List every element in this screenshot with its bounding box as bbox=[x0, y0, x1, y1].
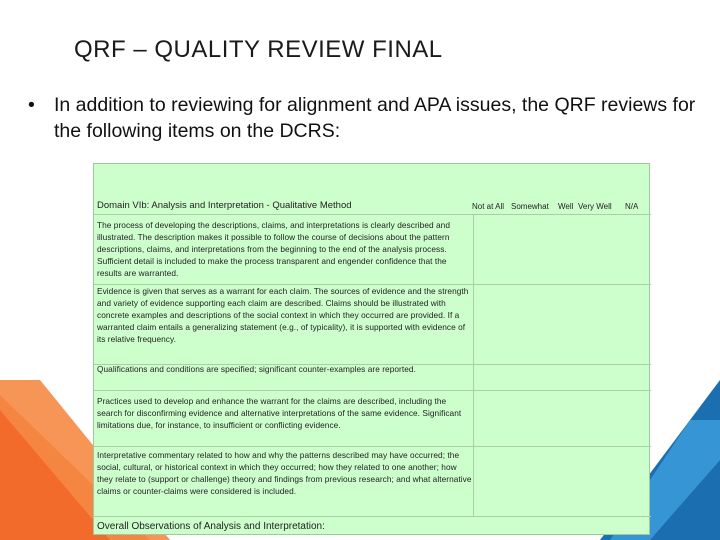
rating-header-not-at-all: Not at All bbox=[472, 202, 505, 211]
row-divider bbox=[94, 214, 651, 215]
dcrs-rating-table bbox=[93, 163, 650, 535]
rating-header-na: N/A bbox=[625, 202, 639, 211]
page-title: QRF – QUALITY REVIEW FINAL bbox=[74, 36, 443, 63]
rating-header-well: Well bbox=[558, 202, 574, 211]
criterion-row: The process of developing the descriptions, claims, and interpretations is clearly described and illustrated. The description makes it possible to follow the course of decisions about the pattern descriptions, claims, and interpretations from the beginning to the end of the analysis process. Sufficient detail is included to make the process transparent and engender confidence that the results are warranted. bbox=[97, 220, 450, 279]
bullet-symbol: • bbox=[28, 94, 35, 116]
bullet-text: In addition to reviewing for alignment and APA issues, the QRF reviews for the following items on the DCRS: bbox=[54, 94, 696, 142]
row-divider bbox=[94, 390, 651, 391]
domain-heading: Domain VIb: Analysis and Interpretation - Qualitative Method bbox=[97, 200, 352, 211]
rating-header-somewhat: Somewhat bbox=[511, 202, 549, 211]
column-divider bbox=[473, 214, 474, 516]
overall-observations-label: Overall Observations of Analysis and Interpretation: bbox=[97, 521, 325, 532]
criterion-row: Practices used to develop and enhance the warrant for the claims are described, including the search for disconfirming evidence and alternative interpretations of the same evidence. Significant limitations due, for instance, to insufficient or conflicting evidence. bbox=[97, 396, 462, 431]
criterion-row: Evidence is given that serves as a warrant for each claim. The sources of evidence and the strength and variety of evidence supporting each claim are described. Claims should be illustrated with concrete examples and descriptions of the social context in which they occurred are provided. If a warranted claim entails a generalizing statement (e.g., of typicality), it is supported with evidence of its relative frequency. bbox=[97, 286, 469, 345]
criterion-row: Qualifications and conditions are specified; significant counter-examples are reported. bbox=[97, 364, 416, 374]
row-divider bbox=[94, 516, 651, 517]
row-divider bbox=[94, 446, 651, 447]
criterion-row: Interpretative commentary related to how and why the patterns described may have occurred; the social, cultural, or historical context in which they occurred; how they related to one another; how they relate to (support or challenge) theory and findings from previous research; and what alternative claims or counter-claims were considered is included. bbox=[97, 450, 472, 497]
rating-header-very-well: Very Well bbox=[578, 202, 612, 211]
